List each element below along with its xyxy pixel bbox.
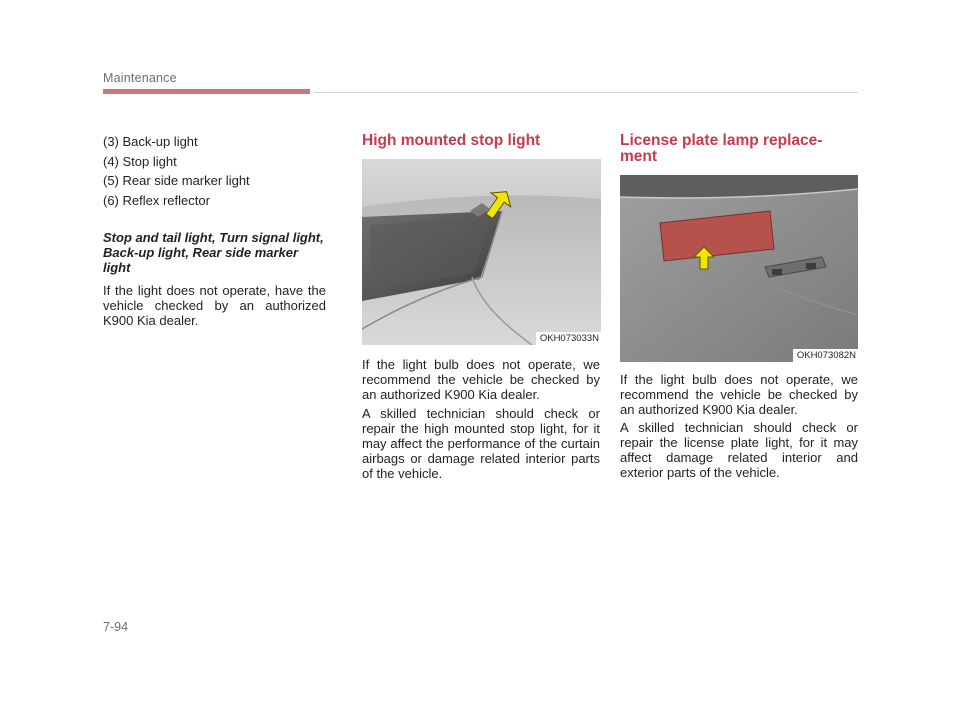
- heading-high-mounted-stop-light: High mounted stop light: [362, 132, 541, 149]
- middle-paragraph-1: If the light bulb does not operate, we recommend the vehicle be checked by an authorized K900 Kia dealer.: [362, 357, 600, 402]
- right-paragraph-2: A skilled technician should check or repair the license plate light, for it may affect damage related interior and exterior parts of the vehicle.: [620, 420, 858, 480]
- list-item: (5) Rear side marker light: [103, 173, 250, 188]
- light-list: [103, 132, 250, 210]
- rear-window-illustration: [362, 159, 601, 345]
- list-item: (3) Back-up light: [103, 134, 198, 149]
- heading-license-plate-lamp: License plate lamp replace-ment: [620, 132, 823, 165]
- image-caption: OKH073033N: [536, 332, 601, 345]
- left-paragraph: If the light does not operate, have the vehicle checked by an authorized K900 Kia dealer.: [103, 283, 326, 328]
- high-mounted-stop-light-photo: [362, 159, 601, 345]
- subheading-stop-tail: Stop and tail light, Turn signal light, Back-up light, Rear side marker light: [103, 230, 324, 275]
- image-caption: OKH073082N: [793, 349, 858, 362]
- list-item: (4) Stop light: [103, 153, 177, 169]
- middle-paragraph-2: A skilled technician should check or repair the high mounted stop light, for it may affect the performance of the curtain airbags or damage related interior parts of the vehicle.: [362, 406, 600, 481]
- license-plate-lamp-photo: [620, 175, 858, 362]
- list-item: (6) Reflex reflector: [103, 192, 210, 208]
- license-lamp-illustration: [620, 175, 858, 362]
- header-accent-rule: [103, 89, 310, 94]
- right-paragraph-1: If the light bulb does not operate, we recommend the vehicle be checked by an authorized K900 Kia dealer.: [620, 372, 858, 417]
- header-rule: [314, 92, 858, 93]
- page-number: 7-94: [103, 620, 129, 634]
- section-label: Maintenance: [103, 71, 177, 85]
